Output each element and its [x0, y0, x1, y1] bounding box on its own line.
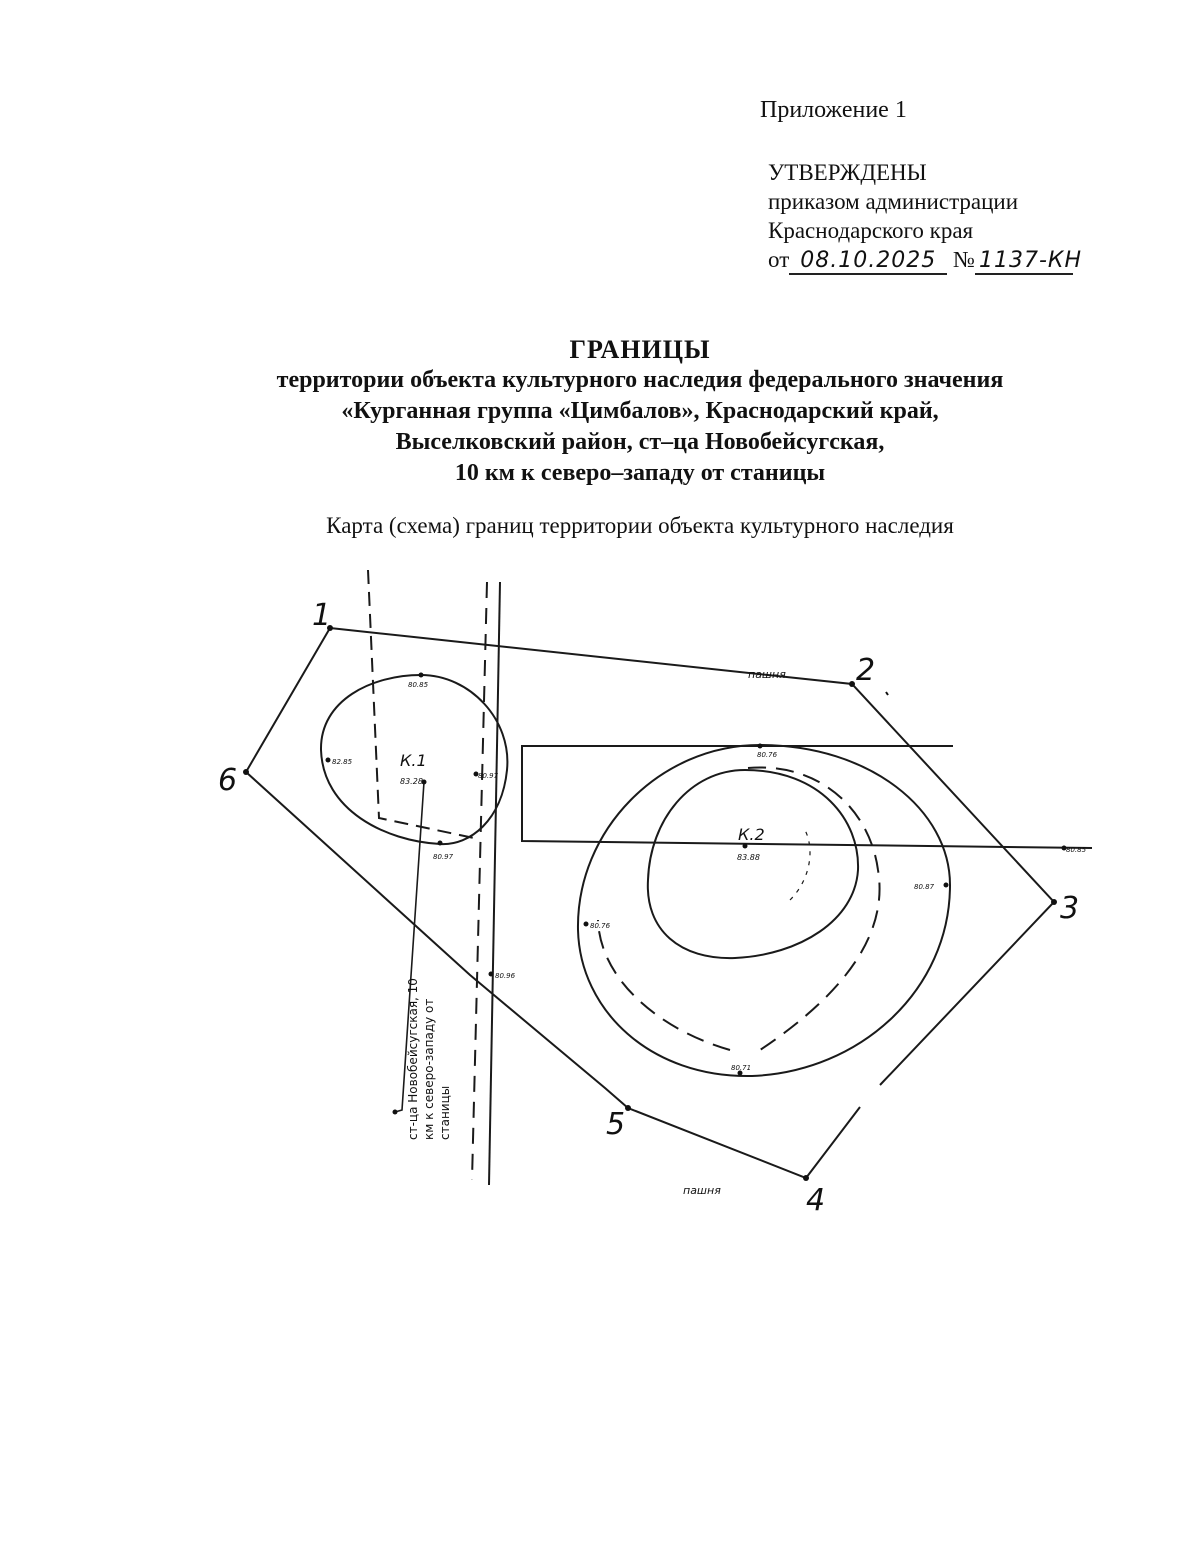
mound-k2-inner: [648, 770, 858, 958]
point-label-2: 2: [856, 653, 876, 688]
elevation-dot: [438, 841, 443, 846]
field-strip: [522, 746, 1092, 848]
point-label-4: 4: [806, 1183, 826, 1218]
number-prefix: №: [953, 247, 975, 272]
direction-note-line-1: ст-ца Новобейсугская, 10: [406, 978, 420, 1140]
direction-note-line-3: станицы: [438, 1085, 452, 1140]
elevation-k1-right: 80.97: [478, 772, 499, 780]
order-line-2: Краснодарского края: [768, 218, 974, 243]
title-line-4: 10 км к северо–западу от станицы: [454, 460, 826, 486]
map-caption: Карта (схема) границ территории объекта культурного наследия: [326, 513, 954, 538]
elevation-k2-left: 80.76: [590, 922, 611, 930]
elevation-dot: [419, 673, 424, 678]
mound-k2-outer: [578, 745, 950, 1076]
mound-k2-height: 83.88: [737, 853, 760, 862]
elevation-dot: [584, 922, 589, 927]
appendix-label: Приложение 1: [760, 97, 907, 123]
boundary-point-4: [803, 1175, 809, 1181]
order-number: 1137-КН: [975, 249, 1073, 275]
mound-k2-peak: [743, 844, 748, 849]
elevation-road-point: 80.96: [495, 972, 516, 980]
title-line-2: «Курганная группа «Цимбалов», Краснодарский край,: [341, 398, 939, 424]
title-line-3: Выселковский район, ст–ца Новобейсугская,: [395, 429, 885, 455]
road-dashed-center: [472, 582, 487, 1180]
title-line-1: территории объекта культурного наследия федерального значения: [276, 367, 1004, 393]
mound-k1-label: К.1: [400, 751, 427, 770]
road-dashed-left: [368, 570, 474, 838]
direction-note-line-2: км к северо-западу от: [422, 998, 436, 1140]
elevation-k1-top: 80.85: [408, 681, 429, 689]
mound-k2-dashed-inner: [790, 830, 810, 900]
point-label-1: 1: [312, 598, 332, 633]
pointer-end: [393, 1110, 398, 1115]
point-label-5: 5: [606, 1107, 626, 1142]
order-date: 08.10.2025: [789, 249, 947, 275]
elevation-dot: [489, 972, 494, 977]
elevation-k1-bottom: 80.97: [433, 853, 454, 861]
land-label-bottom: пашня: [683, 1184, 721, 1197]
elevation-edge-right: 80.85: [1066, 846, 1087, 854]
elevation-k2-top: 80.76: [757, 751, 778, 759]
mound-k2-label: К.2: [738, 825, 765, 844]
territory-boundary-south: [246, 628, 860, 1178]
boundary-point-6: [243, 769, 249, 775]
approved-label: УТВЕРЖДЕНЫ: [768, 160, 927, 185]
order-line-1: приказом администрации: [768, 189, 1019, 214]
elevation-dot: [326, 758, 331, 763]
date-prefix: от: [768, 247, 790, 272]
boundary-point-3: [1051, 899, 1057, 905]
title-heading: ГРАНИЦЫ: [569, 335, 711, 364]
scan-mark: [886, 692, 888, 695]
elevation-k1-left: 82.85: [332, 758, 353, 766]
point-label-6: 6: [218, 763, 238, 798]
road-solid: [489, 582, 500, 1185]
boundary-point-2: [849, 681, 855, 687]
elevation-k2-right: 80.87: [914, 883, 935, 891]
elevation-k2-bottom: 80.71: [731, 1064, 752, 1072]
boundary-point-5: [625, 1105, 631, 1111]
elevation-dot: [944, 883, 949, 888]
mound-k1-height: 83.28: [400, 777, 423, 786]
point-label-3: 3: [1060, 891, 1080, 926]
land-label-top: пашня: [748, 668, 786, 681]
elevation-dot: [758, 744, 763, 749]
